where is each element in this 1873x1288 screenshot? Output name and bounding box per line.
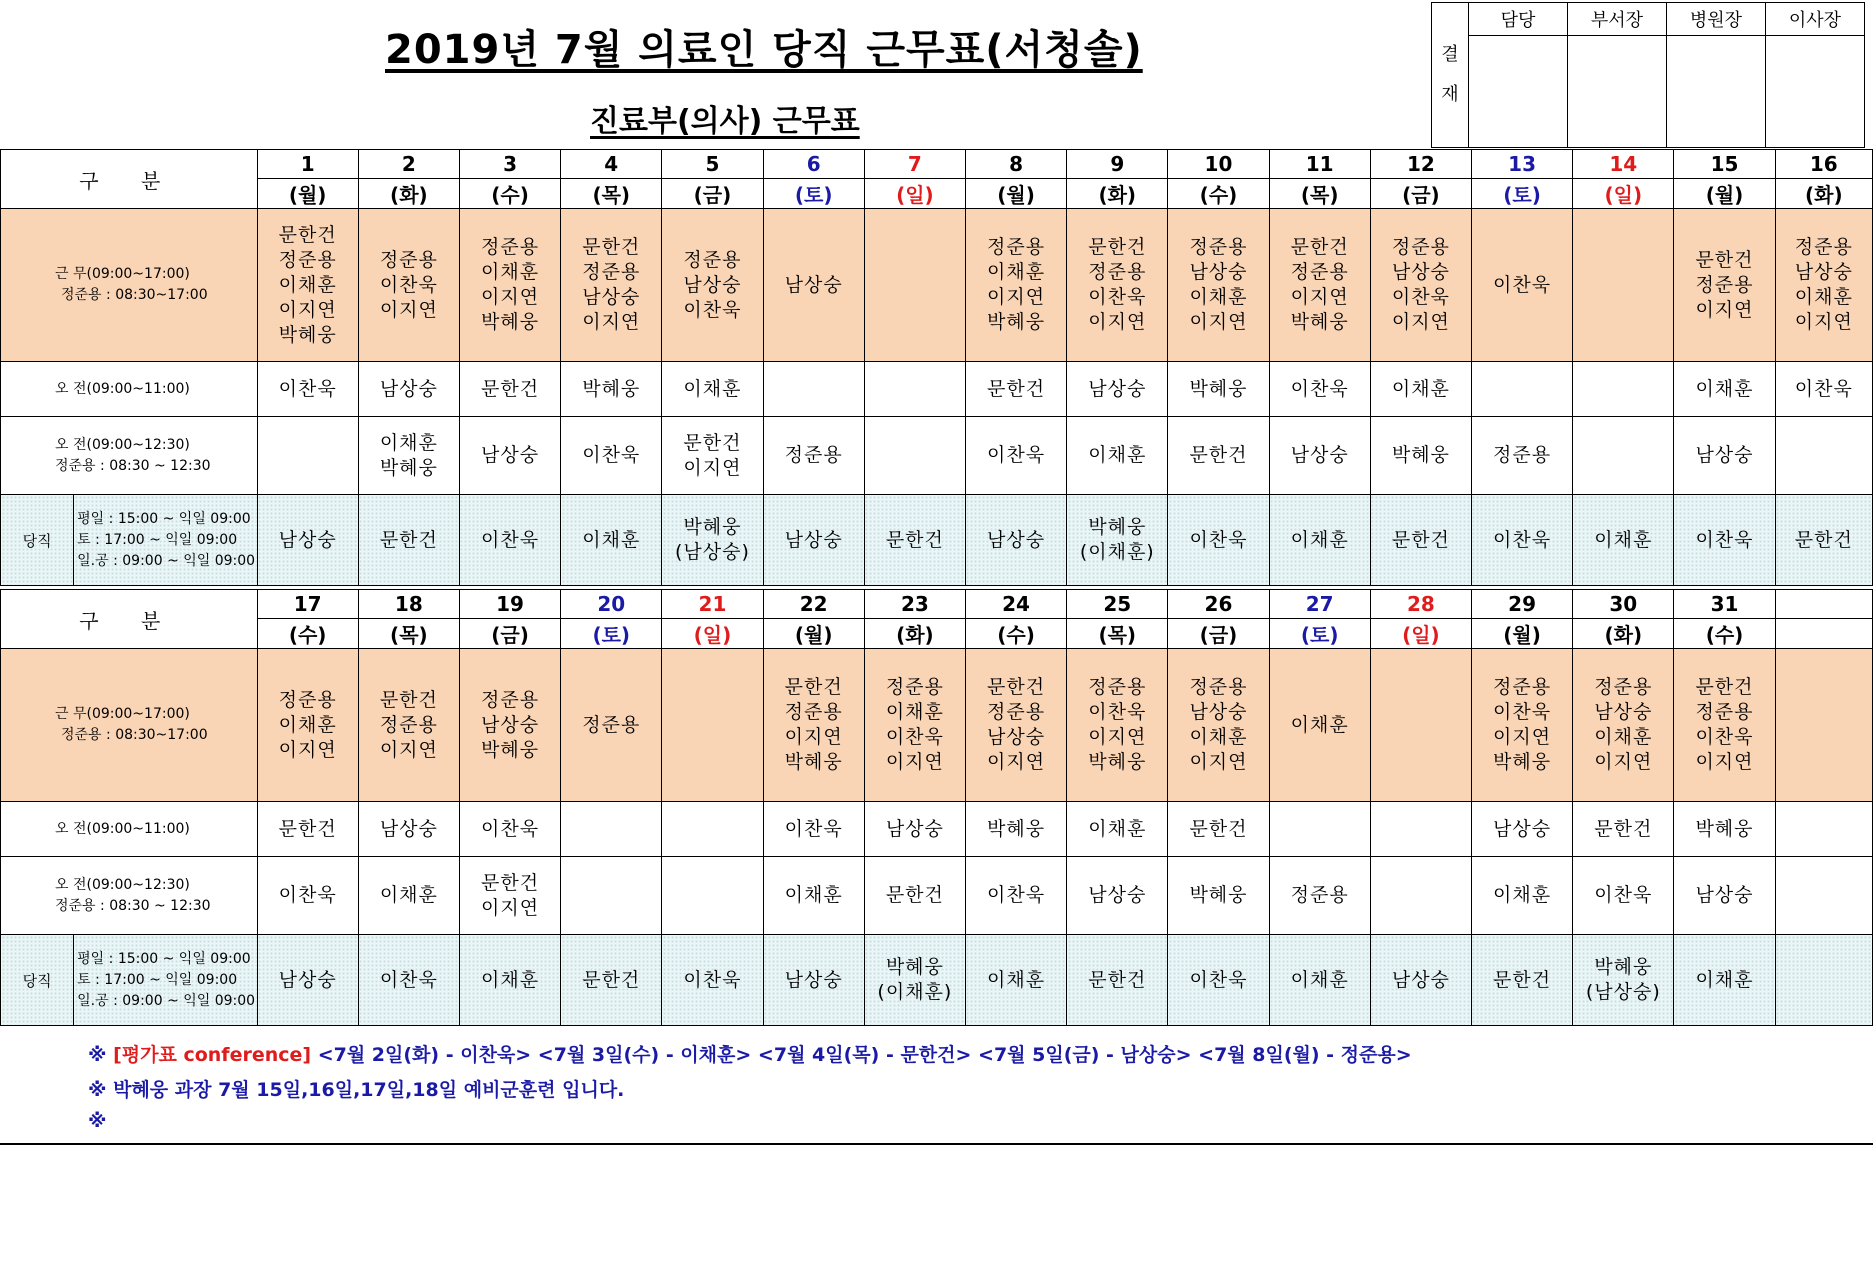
- am-long-cell: 남상숭: [1067, 857, 1168, 935]
- work-cell: 이찬욱: [1471, 209, 1572, 362]
- am-long-cell: 이채훈: [763, 857, 864, 935]
- am-long-label-exception: 정준용 : 08:30 ~ 12:30: [55, 457, 211, 474]
- duty-cell: 이찬욱: [662, 935, 763, 1026]
- date-cell: 10: [1168, 150, 1269, 179]
- am-long-cell: 이찬욱: [1573, 857, 1674, 935]
- note-reserve-training: ※ 박혜웅 과장 7월 15일,16일,17일,18일 예비군훈련 입니다.: [88, 1079, 625, 1101]
- weekday-cell: (금): [662, 179, 763, 209]
- am-short-cell: 문한건: [1573, 802, 1674, 857]
- am-short-cell: 박혜웅: [561, 362, 662, 417]
- work-label-hours: 근 무(09:00~17:00): [55, 266, 190, 282]
- work-cell: 정준용 남상숭 이채훈 이지연: [1775, 209, 1872, 362]
- am-short-cell: 문한건: [257, 802, 358, 857]
- weekday-cell: (토): [1269, 619, 1370, 649]
- am-long-label-hours: 오 전(09:00~12:30): [55, 436, 190, 453]
- am-short-cell: 남상숭: [358, 802, 459, 857]
- duty-cell: 이채훈: [1573, 495, 1674, 586]
- duty-cell: 박혜웅 (남상숭): [1573, 935, 1674, 1026]
- weekday-cell: (일): [662, 619, 763, 649]
- work-cell: 문한건 정준용 이찬욱 이지연: [1067, 209, 1168, 362]
- weekday-cell: (목): [358, 619, 459, 649]
- duty-label: 당직: [1, 935, 74, 1026]
- am-long-cell: [561, 857, 662, 935]
- work-cell: 문한건 정준용 이지연: [1674, 209, 1775, 362]
- work-cell: 정준용 이채훈 이지연 박혜웅: [965, 209, 1066, 362]
- am-long-cell: 이찬욱: [561, 417, 662, 495]
- date-cell: 16: [1775, 150, 1872, 179]
- work-label-exception: 정준용 : 08:30~17:00: [61, 727, 208, 743]
- date-cell: 5: [662, 150, 763, 179]
- work-cell: [662, 649, 763, 802]
- duty-hours-line: 일.공 : 09:00 ~ 익일 09:00: [77, 552, 256, 569]
- am-long-cell: 이채훈 박혜웅: [358, 417, 459, 495]
- date-cell: 28: [1370, 590, 1471, 619]
- note-conference-text: <7월 2일(화) - 이찬욱> <7월 3일(수) - 이채훈> <7월 4일(목) - 문한건> <7월 5일(금) - 남상숭> <7월 8일(월) - 정준용>: [311, 1044, 1412, 1066]
- work-cell: 문한건 정준용 남상숭 이지연: [561, 209, 662, 362]
- weekday-cell: (금): [1370, 179, 1471, 209]
- am-long-cell: 남상숭: [459, 417, 560, 495]
- weekday-cell: (수): [257, 619, 358, 649]
- duty-cell: 이채훈: [1269, 495, 1370, 586]
- work-cell: 문한건 정준용 이지연 박혜웅: [763, 649, 864, 802]
- work-row-label: [1, 209, 258, 362]
- am-short-cell: 문한건: [965, 362, 1066, 417]
- weekday-cell: (월): [1674, 179, 1775, 209]
- am-long-cell: 이찬욱: [965, 857, 1066, 935]
- work-label-exception: 정준용 : 08:30~17:00: [61, 287, 208, 303]
- work-row-label: [1, 649, 258, 802]
- duty-cell: 이채훈: [459, 935, 560, 1026]
- duty-cell: 문한건: [1067, 935, 1168, 1026]
- am-long-cell: 박혜웅: [1370, 417, 1471, 495]
- approval-header-chairman: 이사장: [1766, 3, 1865, 36]
- duty-label: 당직: [1, 495, 74, 586]
- work-cell: 정준용 이채훈 이찬욱 이지연: [864, 649, 965, 802]
- weekday-cell: (월): [763, 619, 864, 649]
- am-short-row-label: [1, 362, 258, 417]
- weekday-cell: (화): [1573, 619, 1674, 649]
- duty-cell: 남상숭: [257, 495, 358, 586]
- am-short-cell: 이찬욱: [1269, 362, 1370, 417]
- am-long-cell: [662, 857, 763, 935]
- weekday-cell: (월): [965, 179, 1066, 209]
- approval-box: [1431, 2, 1865, 148]
- am-short-label: 오 전(09:00~11:00): [55, 380, 190, 397]
- date-cell: 13: [1471, 150, 1572, 179]
- date-cell: 4: [561, 150, 662, 179]
- am-long-cell: [864, 417, 965, 495]
- am-short-cell: 남상숭: [864, 802, 965, 857]
- work-cell: [864, 209, 965, 362]
- work-cell: 정준용 이채훈 이지연: [257, 649, 358, 802]
- am-long-cell: 이채훈: [1067, 417, 1168, 495]
- approval-sign-director[interactable]: [1667, 36, 1766, 148]
- work-cell: [1775, 649, 1872, 802]
- duty-hours-label: [74, 495, 257, 586]
- date-cell: 3: [459, 150, 560, 179]
- date-cell: 26: [1168, 590, 1269, 619]
- gubun-label: 구 분: [1, 150, 258, 209]
- weekday-cell: (화): [1067, 179, 1168, 209]
- duty-cell: 박혜웅 (이채훈): [1067, 495, 1168, 586]
- am-short-cell: 이채훈: [662, 362, 763, 417]
- date-cell: 8: [965, 150, 1066, 179]
- am-long-cell: 남상숭: [1674, 857, 1775, 935]
- date-cell: 31: [1674, 590, 1775, 619]
- am-long-cell: [1775, 417, 1872, 495]
- date-cell: 22: [763, 590, 864, 619]
- approval-header-manager: 담당: [1469, 3, 1568, 36]
- am-long-cell: 이찬욱: [965, 417, 1066, 495]
- am-long-cell: 정준용: [1471, 417, 1572, 495]
- weekday-cell: (금): [459, 619, 560, 649]
- am-short-cell: 이찬욱: [763, 802, 864, 857]
- date-cell: 21: [662, 590, 763, 619]
- am-long-row-label: [1, 857, 258, 935]
- approval-sign-manager[interactable]: [1469, 36, 1568, 148]
- duty-cell: 문한건: [358, 495, 459, 586]
- am-short-cell: 박혜웅: [1674, 802, 1775, 857]
- am-short-cell: 남상숭: [1067, 362, 1168, 417]
- duty-hours-line: 평일 : 15:00 ~ 익일 09:00: [77, 510, 251, 527]
- am-long-cell: 이채훈: [358, 857, 459, 935]
- am-long-cell: 문한건 이지연: [459, 857, 560, 935]
- duty-hours-line: 토 : 17:00 ~ 익일 09:00: [77, 531, 238, 548]
- work-cell: 문한건 정준용 이지연: [358, 649, 459, 802]
- work-cell: 정준용 남상숭 이채훈 이지연: [1168, 649, 1269, 802]
- duty-hours-line: 토 : 17:00 ~ 익일 09:00: [77, 971, 238, 988]
- duty-cell: 이채훈: [561, 495, 662, 586]
- am-short-cell: 문한건: [1168, 802, 1269, 857]
- duty-cell: 문한건: [864, 495, 965, 586]
- am-long-cell: 문한건: [864, 857, 965, 935]
- am-short-cell: 이찬욱: [459, 802, 560, 857]
- work-cell: [1573, 209, 1674, 362]
- am-long-label-exception: 정준용 : 08:30 ~ 12:30: [55, 897, 211, 914]
- weekday-cell: (목): [1269, 179, 1370, 209]
- am-long-cell: 박혜웅: [1168, 857, 1269, 935]
- am-short-cell: [763, 362, 864, 417]
- date-cell: 18: [358, 590, 459, 619]
- work-cell: 이채훈: [1269, 649, 1370, 802]
- work-cell: 문한건 정준용 이채훈 이지연 박혜웅: [257, 209, 358, 362]
- am-short-cell: 이찬욱: [257, 362, 358, 417]
- duty-cell: 남상숭: [763, 495, 864, 586]
- date-cell: 23: [864, 590, 965, 619]
- weekday-cell: (토): [1471, 179, 1572, 209]
- am-short-cell: [1370, 802, 1471, 857]
- am-long-cell: [1370, 857, 1471, 935]
- weekday-cell: (수): [1168, 179, 1269, 209]
- date-cell: [1775, 590, 1872, 619]
- work-cell: 문한건 정준용 이찬욱 이지연: [1674, 649, 1775, 802]
- am-long-row-label: [1, 417, 258, 495]
- weekday-cell: (수): [965, 619, 1066, 649]
- note-empty: ※: [88, 1110, 107, 1132]
- duty-cell: 문한건: [561, 935, 662, 1026]
- duty-cell: 남상숭: [965, 495, 1066, 586]
- am-short-cell: [1471, 362, 1572, 417]
- work-cell: 정준용 이찬욱 이지연: [358, 209, 459, 362]
- am-short-cell: 문한건: [459, 362, 560, 417]
- duty-cell: 박혜웅 (이채훈): [864, 935, 965, 1026]
- date-cell: 9: [1067, 150, 1168, 179]
- page-subtitle: 진료부(의사) 근무표: [590, 104, 860, 139]
- am-long-cell: 남상숭: [1674, 417, 1775, 495]
- note-mark: ※: [88, 1044, 114, 1066]
- am-short-cell: [1269, 802, 1370, 857]
- work-cell: 정준용 이찬욱 이지연 박혜웅: [1067, 649, 1168, 802]
- am-long-cell: 정준용: [1269, 857, 1370, 935]
- page-title: 2019년 7월 의료인 당직 근무표(서청솔): [385, 27, 1143, 73]
- am-long-label-hours: 오 전(09:00~12:30): [55, 876, 190, 893]
- duty-hours-line: 평일 : 15:00 ~ 익일 09:00: [77, 950, 251, 967]
- duty-cell: 박혜웅 (남상숭): [662, 495, 763, 586]
- date-cell: 15: [1674, 150, 1775, 179]
- duty-cell: 남상숭: [763, 935, 864, 1026]
- work-cell: 문한건 정준용 이지연 박혜웅: [1269, 209, 1370, 362]
- am-long-cell: [1775, 857, 1872, 935]
- am-short-cell: 박혜웅: [965, 802, 1066, 857]
- work-cell: 정준용 남상숭 박혜웅: [459, 649, 560, 802]
- duty-cell: 이채훈: [1269, 935, 1370, 1026]
- am-long-cell: [257, 417, 358, 495]
- weekday-cell: (화): [1775, 179, 1872, 209]
- am-long-cell: [1573, 417, 1674, 495]
- weekday-cell: (수): [1674, 619, 1775, 649]
- date-cell: 14: [1573, 150, 1674, 179]
- weekday-cell: [1775, 619, 1872, 649]
- duty-cell: 남상숭: [257, 935, 358, 1026]
- work-label-hours: 근 무(09:00~17:00): [55, 706, 190, 722]
- date-cell: 17: [257, 590, 358, 619]
- weekday-cell: (일): [1370, 619, 1471, 649]
- date-cell: 30: [1573, 590, 1674, 619]
- date-cell: 27: [1269, 590, 1370, 619]
- duty-cell: [1775, 935, 1872, 1026]
- date-cell: 29: [1471, 590, 1572, 619]
- date-cell: 2: [358, 150, 459, 179]
- date-cell: 7: [864, 150, 965, 179]
- date-cell: 11: [1269, 150, 1370, 179]
- am-long-cell: 문한건: [1168, 417, 1269, 495]
- date-cell: 25: [1067, 590, 1168, 619]
- date-cell: 24: [965, 590, 1066, 619]
- weekday-cell: (토): [763, 179, 864, 209]
- am-long-cell: 문한건 이지연: [662, 417, 763, 495]
- weekday-cell: (목): [1067, 619, 1168, 649]
- duty-cell: 이찬욱: [1674, 495, 1775, 586]
- am-short-cell: 남상숭: [358, 362, 459, 417]
- am-short-row-label: [1, 802, 258, 857]
- am-short-cell: [1573, 362, 1674, 417]
- schedule-week-1: [0, 149, 1873, 586]
- duty-hours-line: 일.공 : 09:00 ~ 익일 09:00: [77, 992, 256, 1009]
- weekday-cell: (월): [1471, 619, 1572, 649]
- weekday-cell: (수): [459, 179, 560, 209]
- am-short-cell: 이채훈: [1370, 362, 1471, 417]
- work-cell: [1370, 649, 1471, 802]
- work-cell: 정준용 남상숭 이찬욱 이지연: [1370, 209, 1471, 362]
- am-short-cell: 이찬욱: [1775, 362, 1872, 417]
- duty-cell: 이채훈: [1674, 935, 1775, 1026]
- am-short-label: 오 전(09:00~11:00): [55, 820, 190, 837]
- am-long-cell: 정준용: [763, 417, 864, 495]
- am-short-cell: [864, 362, 965, 417]
- work-cell: 남상숭: [763, 209, 864, 362]
- weekday-cell: (월): [257, 179, 358, 209]
- am-long-cell: 이채훈: [1471, 857, 1572, 935]
- weekday-cell: (일): [864, 179, 965, 209]
- work-cell: 정준용 남상숭 이찬욱: [662, 209, 763, 362]
- am-short-cell: [662, 802, 763, 857]
- am-short-cell: 박혜웅: [1168, 362, 1269, 417]
- am-long-cell: 남상숭: [1269, 417, 1370, 495]
- duty-cell: 문한건: [1370, 495, 1471, 586]
- note-conference: [88, 1040, 1412, 1067]
- duty-cell: 문한건: [1775, 495, 1872, 586]
- duty-cell: 이찬욱: [358, 935, 459, 1026]
- am-short-cell: [561, 802, 662, 857]
- work-cell: 정준용 이채훈 이지연 박혜웅: [459, 209, 560, 362]
- duty-cell: 이찬욱: [1168, 935, 1269, 1026]
- duty-cell: 이찬욱: [459, 495, 560, 586]
- duty-cell: 남상숭: [1370, 935, 1471, 1026]
- approval-header-director: 병원장: [1667, 3, 1766, 36]
- weekday-cell: (목): [561, 179, 662, 209]
- duty-hours-label: [74, 935, 257, 1026]
- duty-cell: 이채훈: [965, 935, 1066, 1026]
- weekday-cell: (일): [1573, 179, 1674, 209]
- duty-cell: 문한건: [1471, 935, 1572, 1026]
- bottom-divider: [0, 1143, 1873, 1145]
- date-cell: 1: [257, 150, 358, 179]
- weekday-cell: (토): [561, 619, 662, 649]
- date-cell: 20: [561, 590, 662, 619]
- am-long-cell: 이찬욱: [257, 857, 358, 935]
- am-short-cell: 남상숭: [1471, 802, 1572, 857]
- weekday-cell: (화): [358, 179, 459, 209]
- date-cell: 6: [763, 150, 864, 179]
- duty-cell: 이찬욱: [1168, 495, 1269, 586]
- date-cell: 19: [459, 590, 560, 619]
- weekday-cell: (화): [864, 619, 965, 649]
- work-cell: 문한건 정준용 남상숭 이지연: [965, 649, 1066, 802]
- am-short-cell: 이채훈: [1674, 362, 1775, 417]
- date-cell: 12: [1370, 150, 1471, 179]
- duty-cell: 이찬욱: [1471, 495, 1572, 586]
- weekday-cell: (금): [1168, 619, 1269, 649]
- am-short-cell: [1775, 802, 1872, 857]
- approval-side-label: 결 재: [1432, 3, 1469, 148]
- schedule-week-2: [0, 589, 1873, 1026]
- work-cell: 정준용 남상숭 이채훈 이지연: [1168, 209, 1269, 362]
- note-conference-label: [평가표 conference]: [113, 1044, 312, 1066]
- approval-sign-dept-head[interactable]: [1568, 36, 1667, 148]
- approval-header-dept-head: 부서장: [1568, 3, 1667, 36]
- work-cell: 정준용 남상숭 이채훈 이지연: [1573, 649, 1674, 802]
- work-cell: 정준용: [561, 649, 662, 802]
- am-short-cell: 이채훈: [1067, 802, 1168, 857]
- gubun-label: 구 분: [1, 590, 258, 649]
- work-cell: 정준용 이찬욱 이지연 박혜웅: [1471, 649, 1572, 802]
- approval-sign-chairman[interactable]: [1766, 36, 1865, 148]
